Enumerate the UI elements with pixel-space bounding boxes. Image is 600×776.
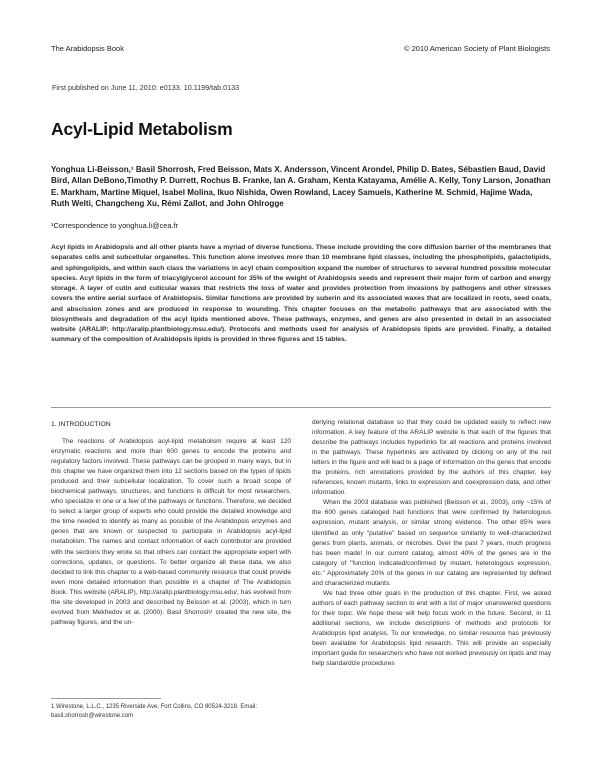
author-list: Yonghua Li-Beisson,¹ Basil Shorrosh, Fred Beisson, Mats X. Andersson, Vincent Arondel, Philip D. Bates, Sébastien Baud, David Bird, Allan DeBono,Timothy P. Durrett, Rochus B. Franke, Ian A. Graham, Kenta Katayama, Amélie A. Kelly, Tony Larson, Jonathan E. Markham, Martine Miquel, Isabel Molina, Ikuo Nishida, Owen Rowland, Lacey Samuels, Katherine M. Schmid, Hajime Wada, Ruth Welti, Changcheng Xu, Rémi Zallot, and John Ohlrogge: [51, 165, 551, 209]
copyright-notice: © 2010 American Society of Plant Biologists: [403, 44, 550, 53]
abstract: Acyl lipids in Arabidopsis and all other plants have a myriad of diverse functions. These include providing the core diffusion barrier of the membranes that separates cells and subcellular organelles. This function alone involves more than 10 membrane lipid classes, including the phospholipids, galactolipids, and sphingolipids, and within each class the variations in acyl chain composition expand the number of structures to several hundred possible molecular species. Acyl lipids in the form of triacylglycerol account for 35% of the weight of Arabidopsis seeds and represent their major form of carbon and energy storage. A layer of cutin and cuticular waxes that restricts the loss of water and provides protection from invasions by pathogens and other stresses covers the entire aerial surface of Arabidopsis. Similar functions are provided by suberin and its associated waxes that are localized in roots, seed coats, and abscission zones and are produced in response to wounding. This chapter focuses on the metabolic pathways that are associated with the biosynthesis and degradation of the acyl lipids mentioned above. These pathways, enzymes, and genes are also presented in detail in an associated website (ARALIP: http://aralip.plantbiology.msu.edu/). Protocols and methods used for analysis of Arabidopsis lipids are provided. Finally, a detailed summary of the composition of Arabidopsis lipids is provided in three figures and 15 tables.: [51, 244, 551, 344]
right-column: [312, 418, 551, 669]
publication-line: First published on June 11, 2010: e0133. 10.1199/tab.0133: [52, 83, 240, 92]
footnote-divider: [51, 698, 161, 699]
body-paragraph: derlying relational database so that they could be updated easily to reflect new information. A key feature of the ARALIP website is that each of the figures that describe the pathways includes hyperlinks for all reactions and proteins involved in the pathways. These hyperlinks are activated by clicking on any of the red letters in the figure and will lead to a page of information on the genes that encode the proteins, rich annotations provided by the authors of this chapter, key references, known mutants, links to expression and coexpression data, and other information.: [312, 419, 551, 497]
left-column: [51, 437, 291, 628]
body-paragraph: The reactions of Arabidopsis acyl-lipid metabolism require at least 120 enzymatic reactions and more than 600 genes to encode the proteins and regulatory factors involved. These pathways can be grouped in many ways, but in this chapter we have organized them into 12 sections based on the types of lipids produced and their subcellular localization. To cover such a broad scope of biochemical pathways, structures, and functions is difficult for most researchers, who specialize in one or a few of the pathways or functions. Therefore, we decided to select a larger group of experts who could provide the detailed knowledge and the time needed to identify as many as possible of the Arabidopsis enzymes and genes that are known or suspected to participate in Arabidopsis acyl-lipid metabolism. The names and contact information of each contributor are provided with the sections they wrote so that others can contact the appropriate expert with corrections, updates, or questions. To better organize all these data, we also decided to link this chapter to a web-based community resource that could provide even more detailed information than possible in a chapter of The Arabidopsis Book. This website (ARALIP), http://aralip.plantbiology.msu.edu/, has evolved from the site developed in 2003 and described by Beisson et al. (2003), which in turn evolved from Mekhedov et al. (2000). Basil Shorrosh¹ created the new site, the pathway figures, and the un-: [51, 438, 291, 626]
body-paragraph: When the 2003 database was published (Beisson et al., 2003), only ~15% of the 600 genes cataloged had functions that were confirmed by heterologous expression, mutant analysis, or similar strong evidence. The other 85% were identified as only "putative" based on sequence similarity to well-characterized genes from plants, animals, or microbes. Over the past 7 years, much progress has been made! In our current catalog, almost 40% of the genes are in the category of "function indicated/confirmed by mutant, heterologous expression, etc." Approximately 20% of the genes in our catalog are represented by defined and characterized mutants.: [312, 499, 551, 587]
section-heading: 1. INTRODUCTION: [51, 421, 111, 428]
abstract-divider: [51, 407, 551, 408]
journal-name: The Arabidopsis Book: [51, 44, 124, 53]
body-paragraph: We had three other goals in the production of this chapter. First, we asked authors of each pathway section to end with a list of major unanswered questions for their topic. We hope these will help focus work in the future. Second, in 11 additional sections, we include descriptions of methods and protocols for Arabidopsis lipid analysis. To our knowledge, no similar resource has previously been available for Arabidopsis lipid research. This will provide an especially important guide for researchers who have not worked previously on lipids and may help standardize procedures: [312, 589, 551, 668]
article-title: Acyl-Lipid Metabolism: [51, 119, 233, 139]
correspondence-note: ¹Correspondence to yonghua.li@cea.fr: [51, 221, 179, 230]
footnote: 1 Wirestone, L.L.C., 1235 Riverside Ave, Fort Collins, CO 80524-3218. Email: basil.shorrosh@wirestone.com: [51, 704, 257, 719]
